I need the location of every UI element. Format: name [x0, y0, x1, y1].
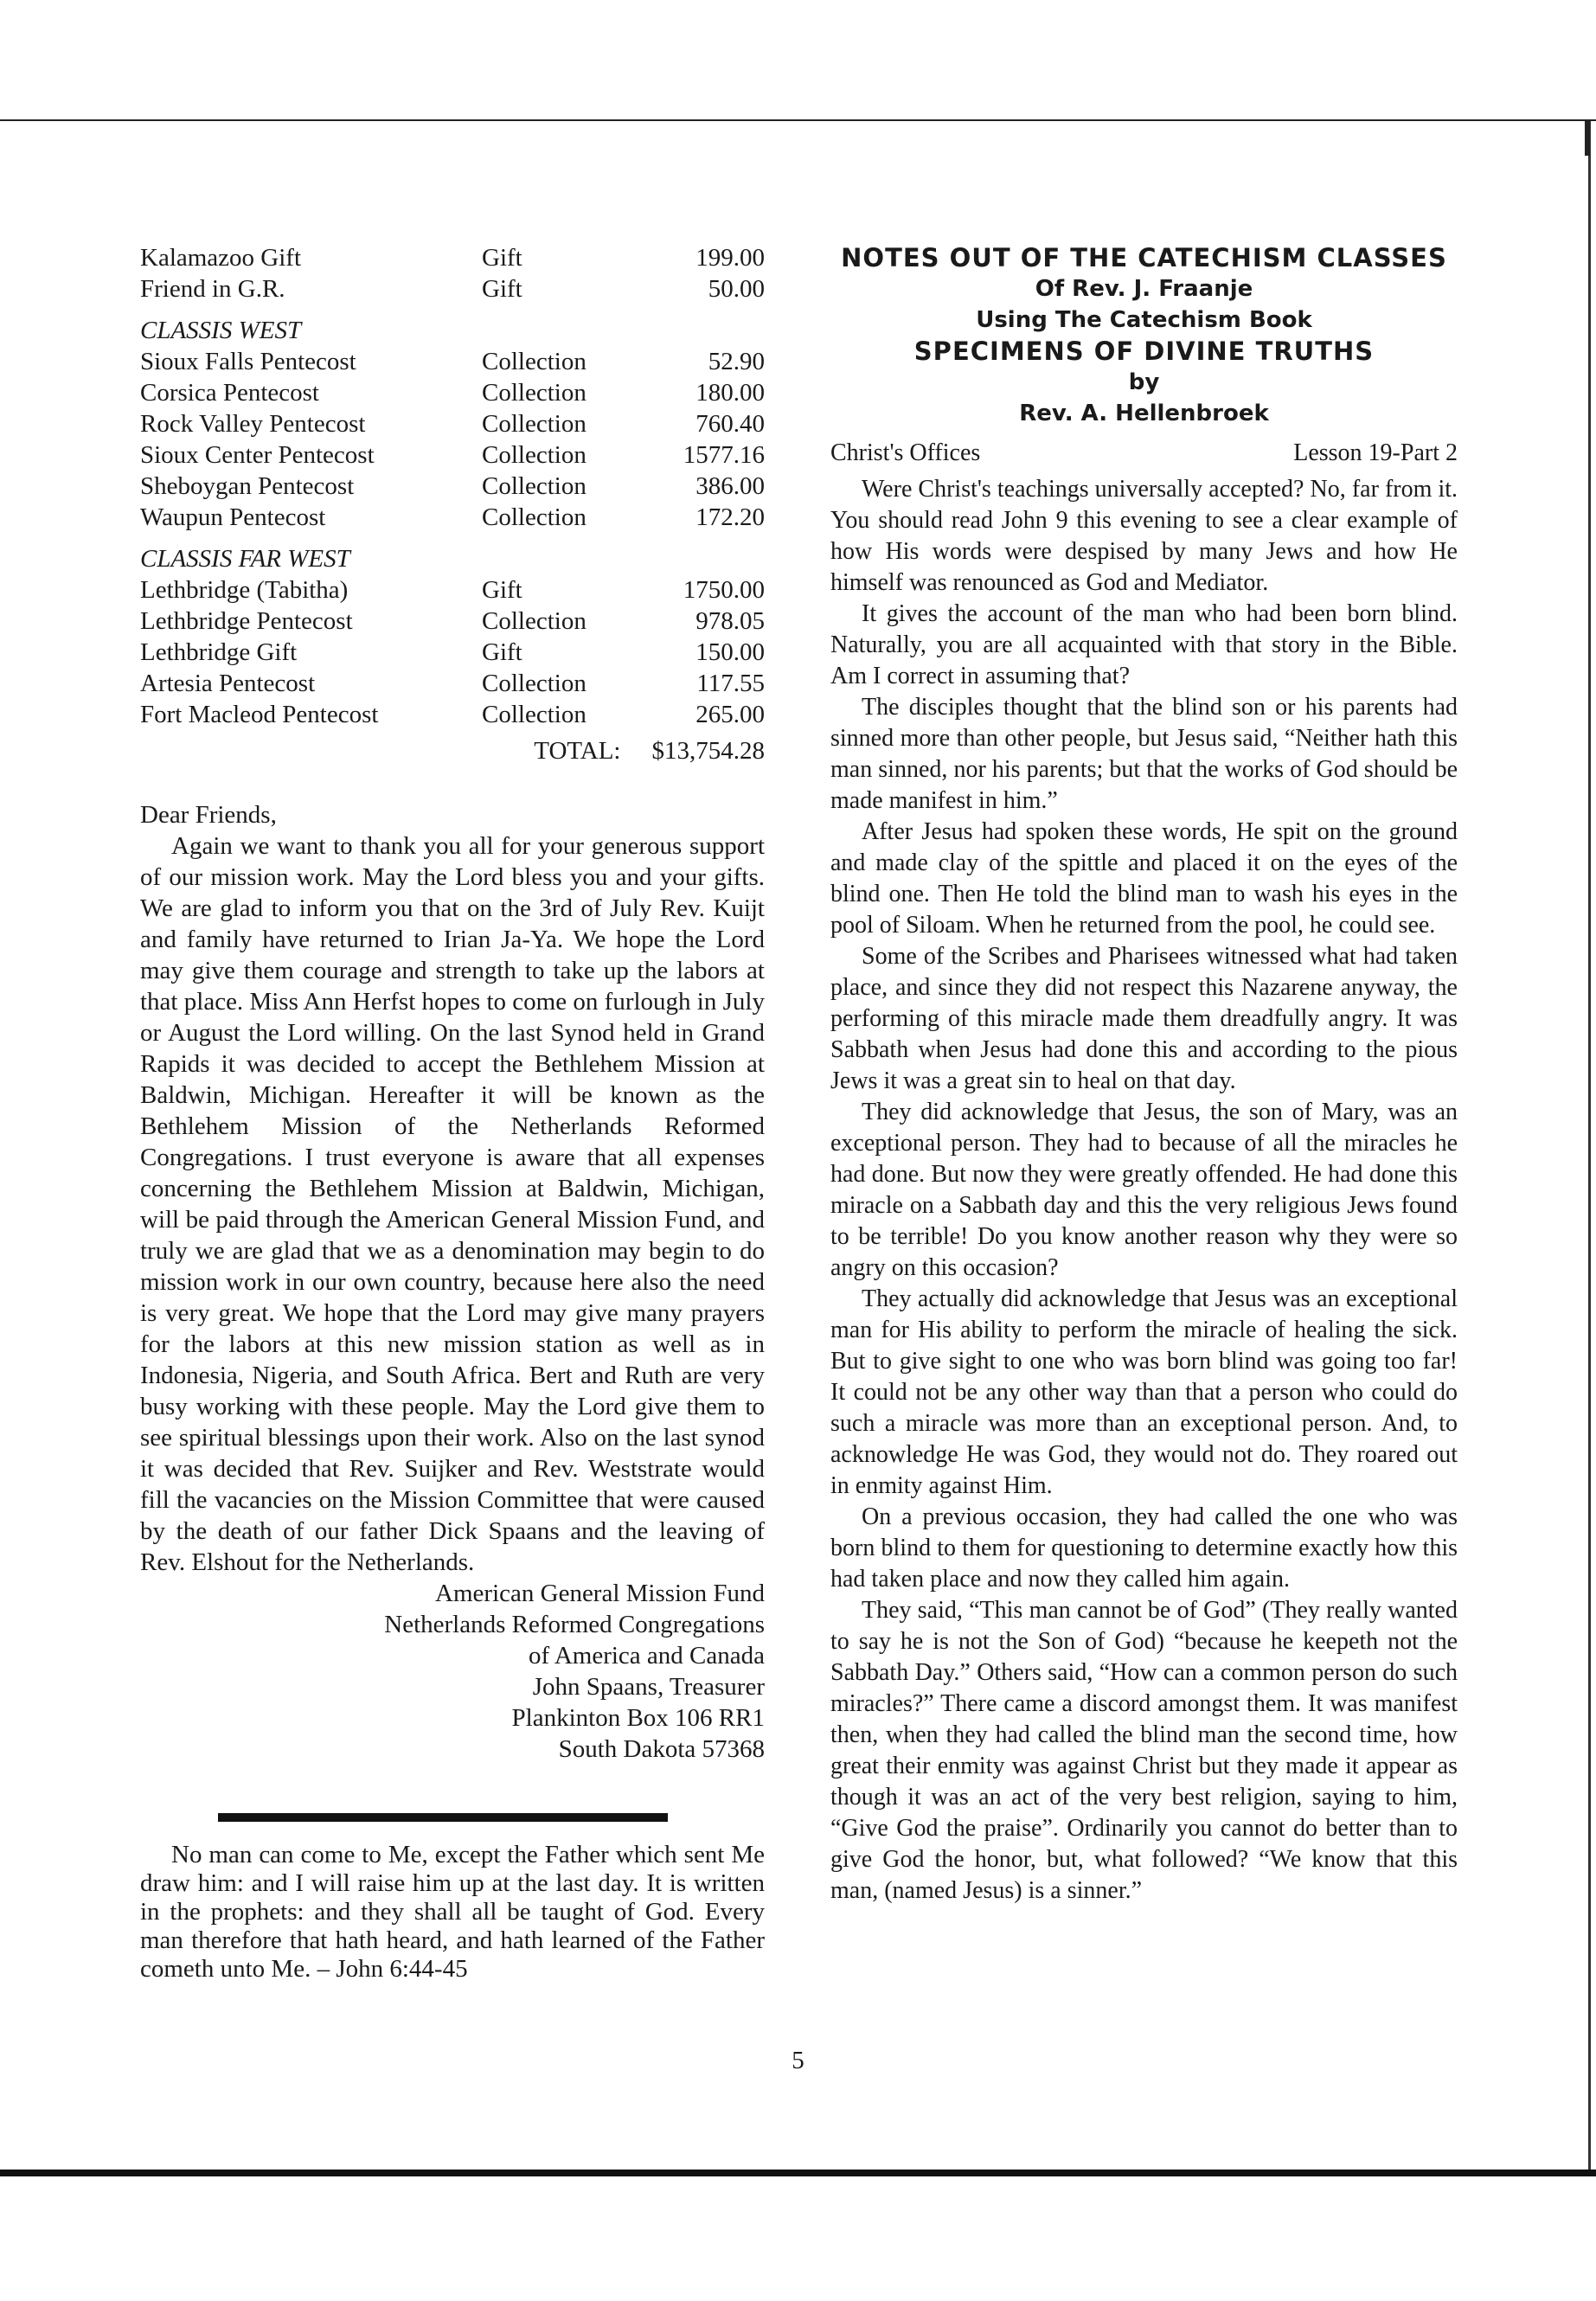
article-paragraph: They said, “This man cannot be of God” (They really wanted to say he is not the Son of God) “because he keepeth not the Sabbath Day.” Others said, “How can a common person do such miracles?” There came a discord amongst them. It was manifest then, when they had called the blind man the second time, how great their enmity was against Christ but they made it appear as though it was an act of the very best religion, saying to him, “Give God the praise”. Ordinarily you cannot do better than to give God the honor, but, what followed? “We know that this man, (named Jesus) is a sinner.” [830, 1597, 1458, 1904]
article-paragraph: Some of the Scribes and Pharisees witnessed what had taken place, and since they did not respect this Nazarene anyway, the performing of this miracle made them dreadfully angry. It was Sabbath when Jesus had done this and according to the pious Jews it was a great sin to heal on that day. [830, 943, 1458, 1094]
gift-amount: 1750.00 [683, 576, 765, 604]
salutation: Dear Friends, [140, 801, 277, 829]
article-title: NOTES OUT OF THE CATECHISM CLASSES [841, 243, 1447, 272]
gift-type: Collection [482, 379, 586, 407]
signature-line: Netherlands Reformed Congregations [384, 1611, 765, 1638]
article-author: Of Rev. J. Fraanje [1035, 276, 1253, 302]
gift-row [140, 408, 765, 439]
gift-row [140, 574, 765, 606]
gift-name: Sioux Center Pentecost [140, 441, 375, 469]
gift-name: Sioux Falls Pentecost [140, 348, 356, 375]
gift-type: Collection [482, 348, 586, 375]
total-label: TOTAL: [534, 737, 621, 765]
gift-row [140, 471, 765, 502]
gift-name: Corsica Pentecost [140, 379, 319, 407]
signature-block [140, 1578, 765, 1765]
top-rule [0, 119, 1596, 121]
gift-amount: 150.00 [695, 638, 765, 666]
article-source: Using The Catechism Book [976, 307, 1312, 333]
section-divider [218, 1813, 668, 1822]
gift-row [140, 377, 765, 408]
gift-amount: 180.00 [695, 379, 765, 407]
classis-west-heading: CLASSIS WEST [140, 317, 302, 344]
gift-type: Collection [482, 410, 586, 438]
gift-name: Lethbridge Gift [140, 638, 298, 666]
signature-line: Plankinton Box 106 RR1 [511, 1704, 765, 1732]
page-number: 5 [792, 2047, 804, 2074]
gift-name: Fort Macleod Pentecost [140, 701, 379, 728]
gift-amount: 760.40 [695, 410, 765, 438]
gift-row [140, 637, 765, 668]
book-title: SPECIMENS OF DIVINE TRUTHS [913, 336, 1375, 366]
letter-body: Again we want to thank you all for your generous support of our mission work. May the Lord bless you and your gifts. We are glad to inform you that on the 3rd of July Rev. Kuijt and family have returned to Irian Ja-Ya. We hope the Lord may give them courage and strength to take up the labors at that place. Miss Ann Herfst hopes to come on furlough in July or August the Lord willing. On the last Synod held in Grand Rapids it was decided to accept the Bethlehem Mission at Baldwin, Michigan. Hereafter it will be known as the Bethlehem Mission of the Netherlands Reformed Congregations. I trust everyone is aware that all expenses concerning the Bethlehem Mission at Baldwin, Michigan, will be paid through the American General Mission Fund, and truly we are glad that we as a denomination may begin to do mission work in our own country, because here also the need is very great. We hope that the Lord may give many prayers for the labors at this new mission station as well as in Indonesia, Nigeria, and South Africa. Bert and Ruth are very busy working with these people. May the Lord give them to see spiritual blessings upon their work. Also on the last synod it was decided that Rev. Suijker and Rev. Weststrate would fill the vacancies on the Mission Committee that were caused by the death of our father Dick Spaans and the leaving of Rev. Elshout for the Netherlands. [140, 832, 765, 1576]
right-edge-rule [1588, 121, 1591, 2170]
gift-name: Waupun Pentecost [140, 503, 326, 531]
article-paragraph: Were Christ's teachings universally accepted? No, far from it. You should read John 9 this evening to see a clear example of how His words were despised by many Jews and how He himself was renounced as God and Mediator. [830, 476, 1458, 596]
bottom-rule [0, 2170, 1596, 2176]
left-column [140, 242, 765, 2009]
gift-name: Lethbridge Pentecost [140, 607, 353, 635]
gift-name: Rock Valley Pentecost [140, 410, 366, 438]
gift-type: Gift [482, 275, 522, 303]
gift-name: Lethbridge (Tabitha) [140, 576, 349, 604]
gift-name: Sheboygan Pentecost [140, 472, 355, 500]
gift-type: Gift [482, 576, 522, 604]
gift-list [140, 242, 765, 766]
article-paragraph: The disciples thought that the blind son or his parents had sinned more than other people, but Jesus said, “Neither hath this man sinned, nor his parents; but that the works of God should be made manifest in him.” [830, 694, 1458, 814]
gift-row [140, 439, 765, 471]
lesson-header [830, 438, 1458, 469]
gift-row [140, 273, 765, 304]
gift-row [140, 699, 765, 730]
gift-row [140, 668, 765, 699]
gift-amount: 50.00 [708, 275, 765, 303]
section-title: Christ's Offices [830, 439, 981, 466]
gift-amount: 199.00 [695, 244, 765, 272]
gift-type: Collection [482, 472, 586, 500]
signature-line: John Spaans, Treasurer [532, 1673, 765, 1701]
signature-line: American General Mission Fund [435, 1580, 765, 1607]
gift-amount: 265.00 [695, 701, 765, 728]
book-author: Rev. A. Hellenbroek [1019, 401, 1269, 426]
gift-amount: 117.55 [696, 670, 765, 697]
gift-amount: 172.20 [695, 503, 765, 531]
article-paragraph: It gives the account of the man who had been born blind. Naturally, you are all acquainted with that story in the Bible. Am I correct in assuming that? [830, 600, 1458, 689]
total-row [140, 735, 765, 766]
article-paragraph: On a previous occasion, they had called the one who was born blind to them for questioning to determine exactly how this had taken place and now they called him again. [830, 1503, 1458, 1593]
gift-amount: 978.05 [695, 607, 765, 635]
signature-line: of America and Canada [529, 1642, 765, 1670]
gift-amount: 386.00 [695, 472, 765, 500]
gift-row [140, 606, 765, 637]
classis-far-west-heading: CLASSIS FAR WEST [140, 545, 350, 573]
gift-name: Artesia Pentecost [140, 670, 316, 697]
article-paragraph: They did acknowledge that Jesus, the son of Mary, was an exceptional person. They had to because of all the miracles he had done. But now they were greatly offended. He had done this miracle on a Sabbath day and this the very religious Jews found to be terrible! Do you know another reason why they were so angry on this occasion? [830, 1099, 1458, 1281]
gift-name: Friend in G.R. [140, 275, 285, 303]
gift-type: Collection [482, 701, 586, 728]
edge-mark [1585, 121, 1590, 156]
lesson-label: Lesson 19-Part 2 [1293, 439, 1458, 466]
gift-row [140, 502, 765, 533]
total-value: $13,754.28 [651, 737, 765, 765]
gift-row [140, 346, 765, 377]
scripture-verse: No man can come to Me, except the Father which sent Me draw him: and I will raise him up at the last day. It is written in the prophets: and they shall all be taught of God. Every man therefore that hath heard, and hath learned of the Father cometh unto Me. – John 6:44-45 [140, 1841, 765, 1983]
signature-line: South Dakota 57368 [558, 1735, 765, 1763]
gift-type: Gift [482, 244, 522, 272]
right-column [830, 242, 1458, 1907]
gift-type: Collection [482, 670, 586, 697]
gift-row [140, 242, 765, 273]
article-paragraph: They actually did acknowledge that Jesus was an exceptional man for His ability to perform the miracle of healing the sick. But to give sight to one who was born blind was going too far! It could not be any other way than that a person who could do such a miracle was more than an exceptional person. And, to acknowledge He was God, they would not do. They roared out in enmity against Him. [830, 1285, 1458, 1499]
gift-type: Collection [482, 441, 586, 469]
gift-amount: 52.90 [708, 348, 765, 375]
gift-amount: 1577.16 [683, 441, 765, 469]
gift-type: Collection [482, 607, 586, 635]
article-paragraph: After Jesus had spoken these words, He spit on the ground and made clay of the spittle and placed it on the eyes of the blind one. Then He told the blind man to wash his eyes in the pool of Siloam. When he returned from the pool, he could see. [830, 818, 1458, 939]
gift-type: Gift [482, 638, 522, 666]
gift-name: Kalamazoo Gift [140, 244, 302, 272]
gift-type: Collection [482, 503, 586, 531]
book-by: by [1128, 369, 1160, 395]
